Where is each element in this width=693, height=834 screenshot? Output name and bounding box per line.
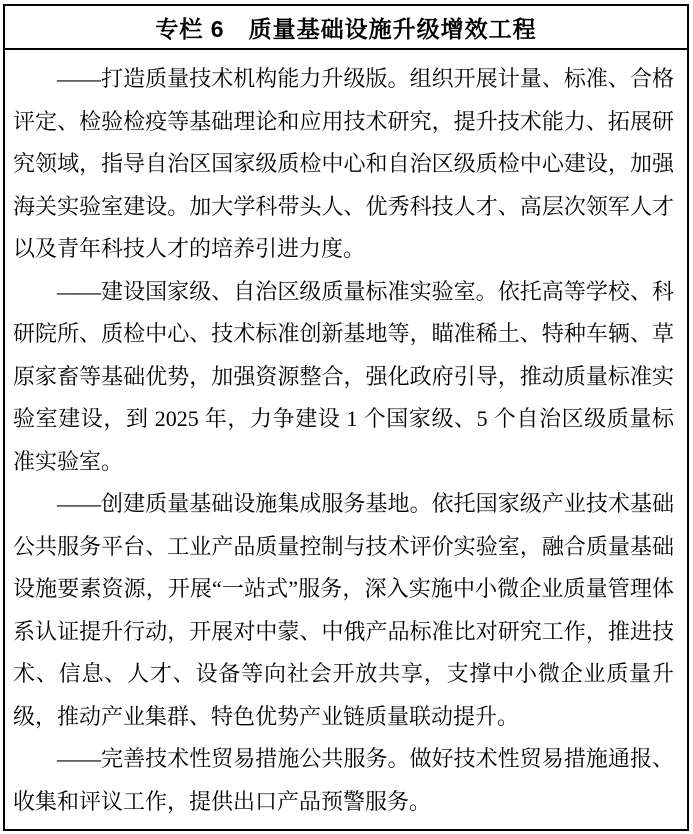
paragraph-2: ——建设国家级、自治区级质量标准实验室。依托高等学校、科研院所、质检中心、技术标准创新基地等，瞄准稀土、特种车辆、草原家畜等基础优势，加强资源整合，强化政府引导，推动质量标准实验室建设，到 2025 年，力争建设 1 个国家级、5 个自治区级质量标准实验室。 (13, 278, 674, 474)
column-box (3, 4, 689, 831)
column-title-row (5, 6, 687, 50)
column-body (5, 50, 687, 823)
paragraph-3: ——创建质量基础设施集成服务基地。依托国家级产业技术基础公共服务平台、工业产品质量控制与技术评价实验室，融合质量基础设施要素资源，开展“一站式”服务，深入实施中小微企业质量管理体系认证提升行动，开展对中蒙、中俄产品标准比对研究工作，推进技术、信息、人才、设备等向社会开放共享，支撑中小微企业质量升级，推动产业集群、特色优势产业链质量联动提升。 (13, 491, 674, 729)
column-title: 专栏 6 质量基础设施升级增效工程 (155, 15, 537, 42)
paragraph-4: ——完善技术性贸易措施公共服务。做好技术性贸易措施通报、收集和评议工作，提供出口产品预警服务。 (13, 746, 674, 814)
paragraph-1: ——打造质量技术机构能力升级版。组织开展计量、标准、合格评定、检验检疫等基础理论和应用技术研究，提升技术能力、拓展研究领域，指导自治区国家级质检中心和自治区级质检中心建设，加强海关实验室建设。加大学科带头人、优秀科技人才、高层次领军人才以及青年科技人才的培养引进力度。 (13, 66, 674, 261)
